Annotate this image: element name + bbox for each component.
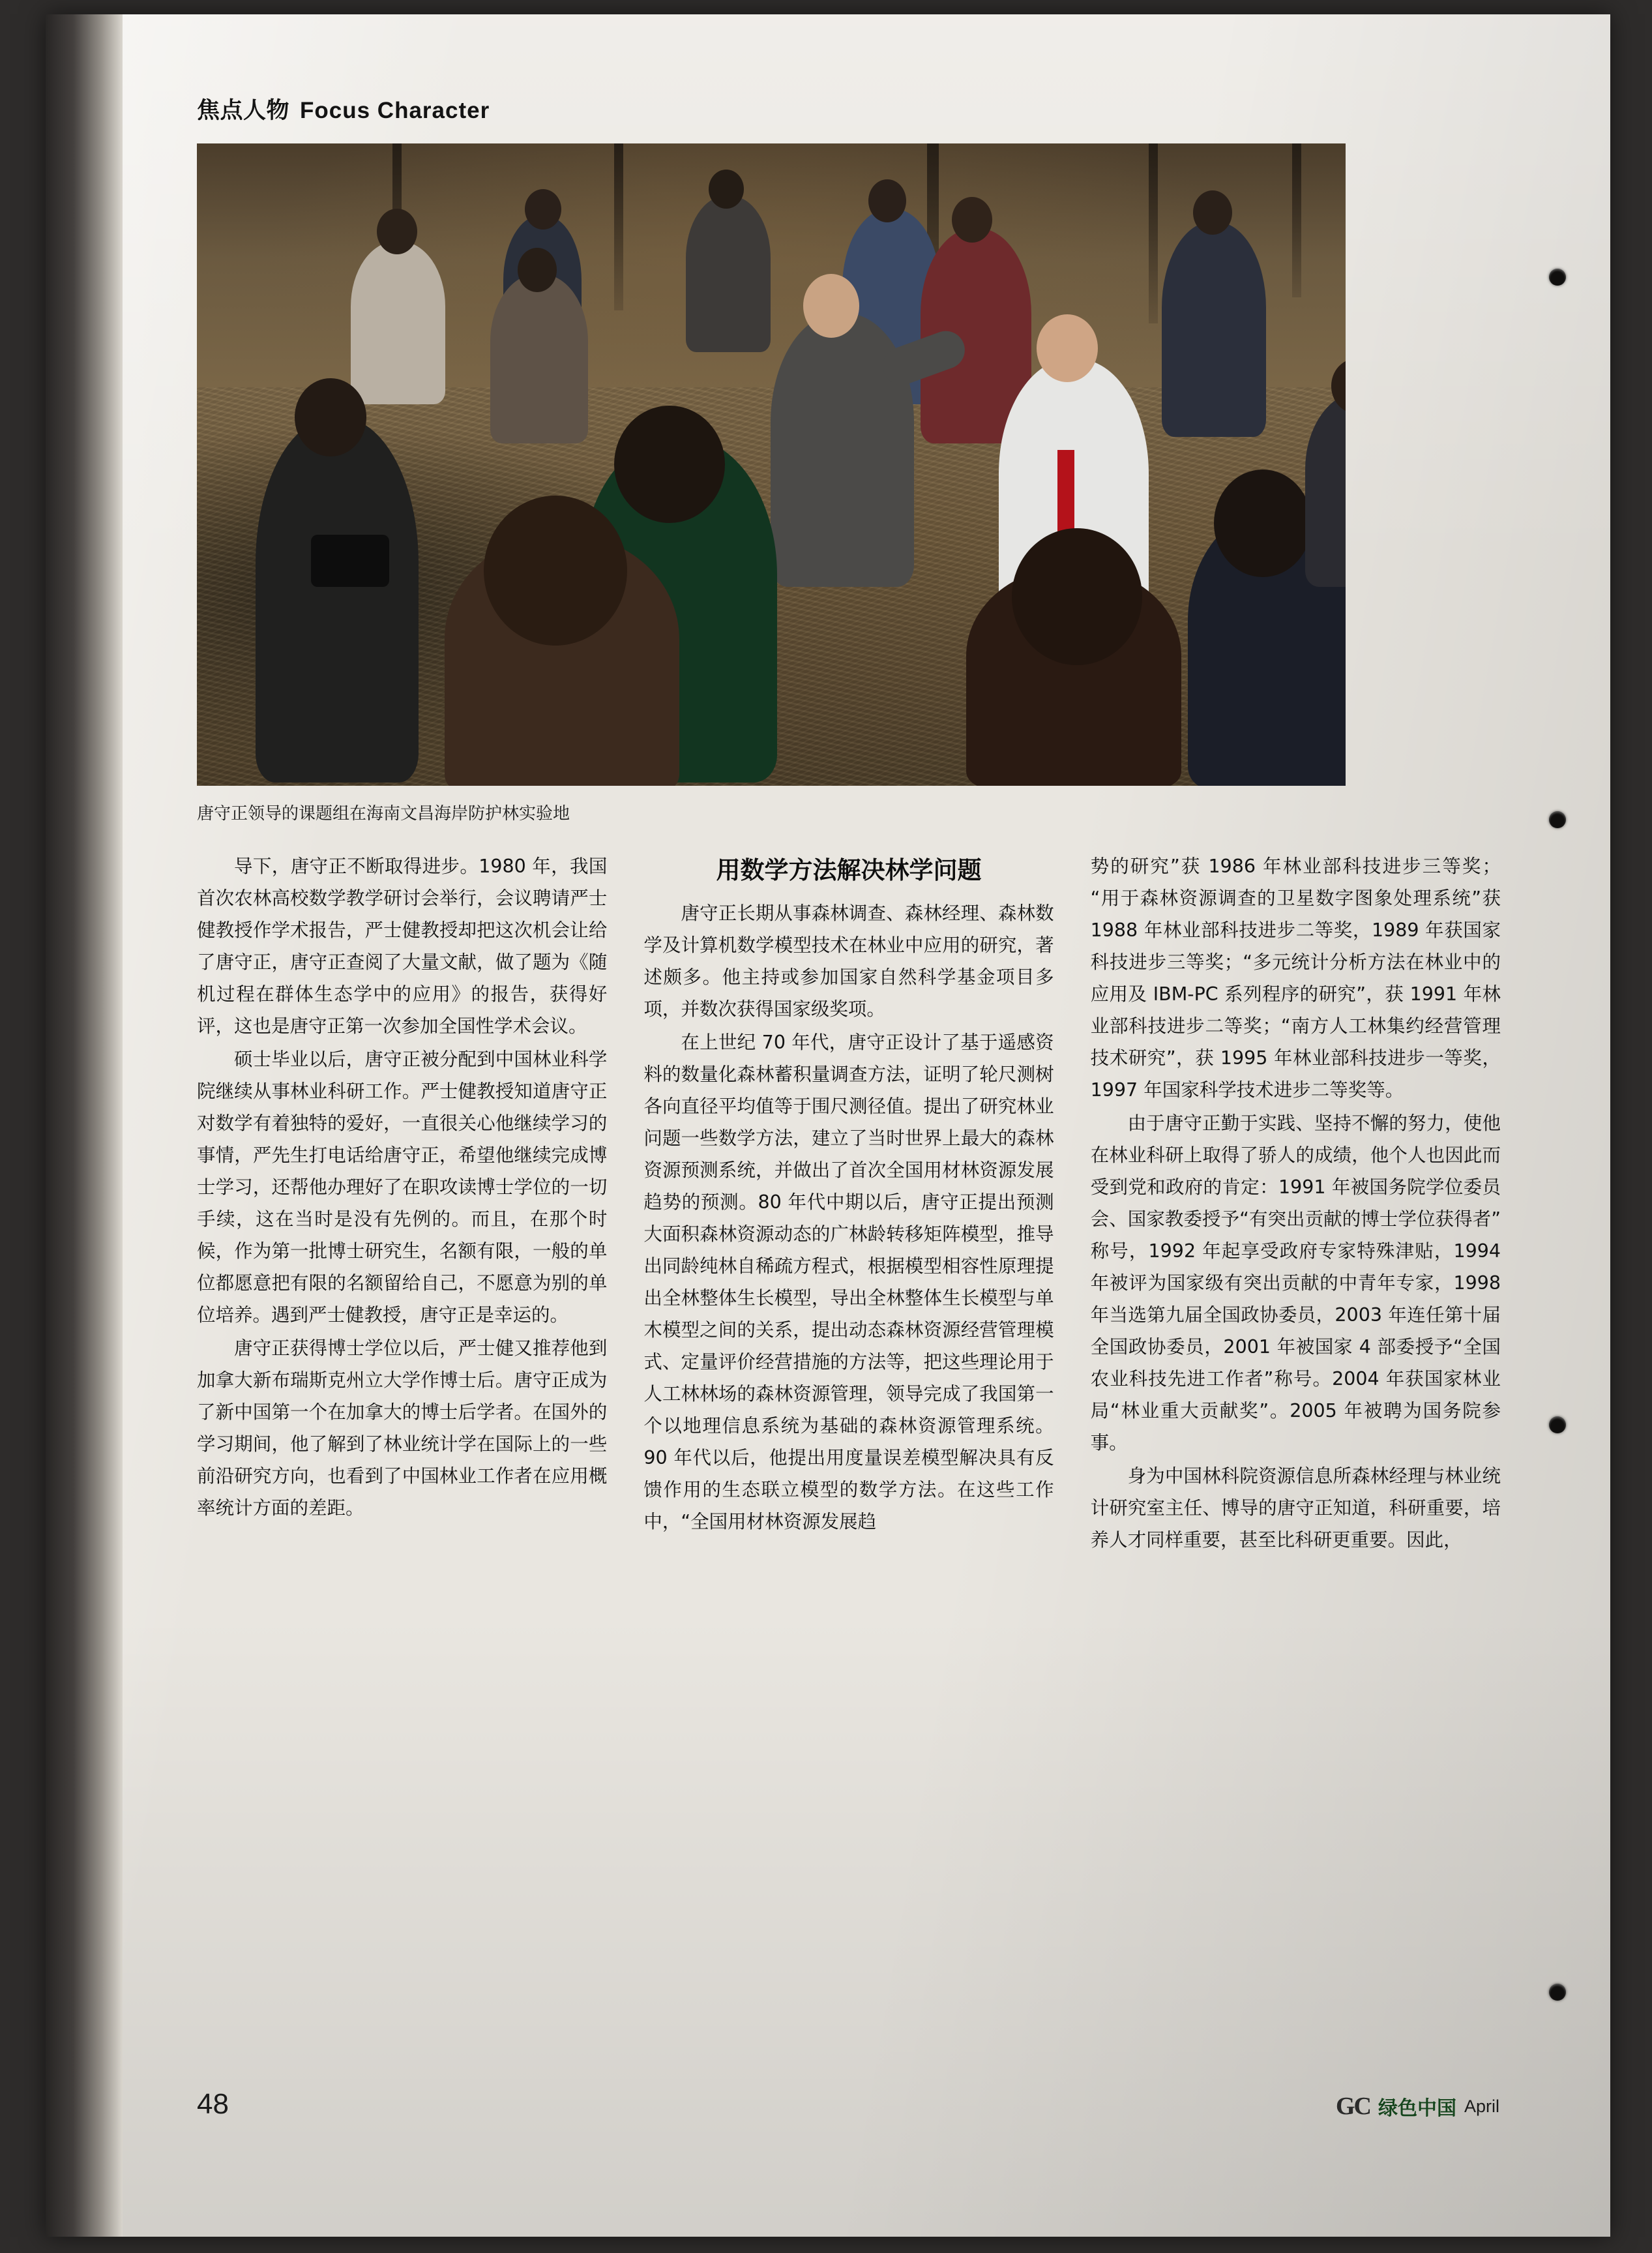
tree-trunk [614, 143, 623, 310]
column-right [1091, 850, 1501, 1557]
paragraph: 唐守正长期从事森林调查、森林经理、森林数学及计算机数学模型技术在林业中应用的研究，著述颇多。他主持或参加国家自然科学基金项目多项，并数次获得国家级奖项。 [643, 903, 1054, 1020]
paragraph: 在上世纪 70 年代，唐守正设计了基于遥感资料的数量化森林蓄积量调查方法，证明了轮尺测树各向直径平均值等于围尺测径值。提出了研究林业问题一些数学方法，建立了当时世界上最大的森林资源预测系统，并做出了首次全国用材林资源发展趋势的预测。80 年代中期以后，唐守正提出预测大面积森林资源动态的广林龄转移矩阵模型，推导出同龄纯林自稀疏方程式，根据模型相容性原理提出全林整体生长模型，导出全林整体生长模型与单木模型之间的关系，提出动态森林资源经营管理模式、定量评价经营措施的方法等，把这些理论用于人工林林场的森林资源管理，领导完成了我国第一个以地理信息系统为基础的森林资源管理系统。90 年代以后，他提出用度量误差模型解决具有反馈作用的生态联立模型的数学方法。在这些工作中，“全国用材林资源发展趋 [643, 1032, 1054, 1532]
paragraph: 由于唐守正勤于实践、坚持不懈的努力，使他在林业科研上取得了骄人的成绩，他个人也因此而受到党和政府的肯定：1991 年被国务院学位委员会、国家教委授予“有突出贡献的博士学位获得者”称号，1992 年起享受政府专家特殊津贴，1994 年被评为国家级有突出贡献的中青年专家，1998 年当选第九届全国政协委员，2003 年连任第十届全国政协委员，2001 年被国家 4 部委授予“全国农业科技先进工作者”称号。2004 年获国家林业局“林业重大贡献奖”。2005 年被聘为国务院参事。 [1090, 1112, 1501, 1454]
foreground-head [1214, 470, 1312, 577]
column-left [197, 850, 607, 1557]
person-head [868, 179, 906, 222]
paragraph: 硕士毕业以后，唐守正被分配到中国林业科学院继续从事林业科研工作。严士健教授知道唐守正对数学有着独特的爱好，一直很关心他继续学习的事情，严先生打电话给唐守正，希望他继续完成博士学习，还帮他办理好了在职攻读博士学位的一切手续，这在当时是没有先例的。而且，在那个时候，作为第一批博士研究生，名额有限，一般的单位都愿意把有限的名额留给自己，不愿意为别的单位培养。遇到严士健教授，唐守正是幸运的。 [197, 1049, 608, 1326]
person-head [377, 209, 417, 254]
magazine-page [46, 14, 1610, 2237]
person-figure [686, 196, 771, 352]
foreground-head [1012, 528, 1142, 665]
person-head [709, 170, 744, 209]
brand-logo-mark: GC [1335, 2093, 1370, 2120]
column-middle [643, 850, 1054, 1557]
person-head [525, 189, 561, 230]
section-title: 用数学方法解决林学问题 [716, 856, 982, 884]
photo-caption: 唐守正领导的课题组在海南文昌海岸防护林实验地 [197, 804, 570, 824]
binding-gutter-shadow [46, 14, 123, 2237]
punch-hole [1549, 269, 1566, 286]
camera [311, 535, 389, 587]
page-number: 48 [197, 2088, 229, 2120]
tree-trunk [1149, 143, 1158, 323]
person-head [1193, 190, 1232, 235]
foreground-head [484, 496, 627, 646]
person-figure [351, 241, 445, 404]
field-research-photo [197, 143, 1346, 786]
page-footer [197, 2088, 1499, 2121]
punch-hole [1549, 811, 1566, 828]
photographer-head [295, 378, 366, 456]
issue-month: April [1464, 2096, 1499, 2116]
person-figure [1162, 222, 1266, 437]
page-content [197, 93, 1501, 1557]
person-figure [490, 274, 588, 443]
paragraph: 唐守正获得博士学位以后，严士健又推荐他到加拿大新布瑞斯克州立大学作博士后。唐守正成为了新中国第一个在加拿大的博士后学者。在国外的学习期间，他了解到了林业统计学在国际上的一些前沿研究方向，也看到了中国林业工作者在应用概率统计方面的差距。 [197, 1337, 608, 1519]
article-columns [197, 850, 1501, 1557]
tree-trunk [1292, 143, 1301, 297]
running-head [197, 93, 1501, 125]
paragraph: 势的研究”获 1986 年林业部科技进步三等奖；“用于森林资源调查的卫星数字图象处理系统”获 1988 年林业部科技进步二等奖，1989 年获国家科技进步三等奖；“多元统计分析方法在林业中的应用及 IBM-PC 系列程序的研究”，获 1991 年林业部科技进步二等奖；“南方人工林集约经营管理技术研究”，获 1995 年林业部科技进步一等奖，1997 年国家科学技术进步二等奖等。 [1090, 856, 1501, 1101]
speaker-head [803, 274, 859, 338]
foreground-head [614, 406, 725, 523]
person-head [518, 248, 557, 292]
brand-name: 绿色中国 [1378, 2097, 1456, 2120]
punch-hole [1549, 1416, 1566, 1433]
punch-hole [1549, 1984, 1566, 2001]
running-head-chinese: 焦点人物 [197, 98, 290, 124]
person-head [1037, 314, 1098, 382]
running-head-english: Focus Character [300, 98, 490, 123]
photographer-figure [256, 417, 419, 783]
photo-scene [197, 143, 1346, 786]
magazine-brand [1336, 2092, 1499, 2121]
person-head [952, 197, 992, 243]
paragraph: 身为中国林科院资源信息所森林经理与林业统计研究室主任、博导的唐守正知道，科研重要，培养人才同样重要，甚至比科研更重要。因此， [1090, 1465, 1501, 1551]
paragraph: 导下，唐守正不断取得进步。1980 年，我国首次农林高校数学教学研讨会举行，会议聘请严士健教授作学术报告，严士健教授却把这次机会让给了唐守正，唐守正查阅了大量文献，做了题为《随机过程在群体生态学中的应用》的报告，获得好评，这也是唐守正第一次参加全国性学术会议。 [197, 856, 608, 1037]
